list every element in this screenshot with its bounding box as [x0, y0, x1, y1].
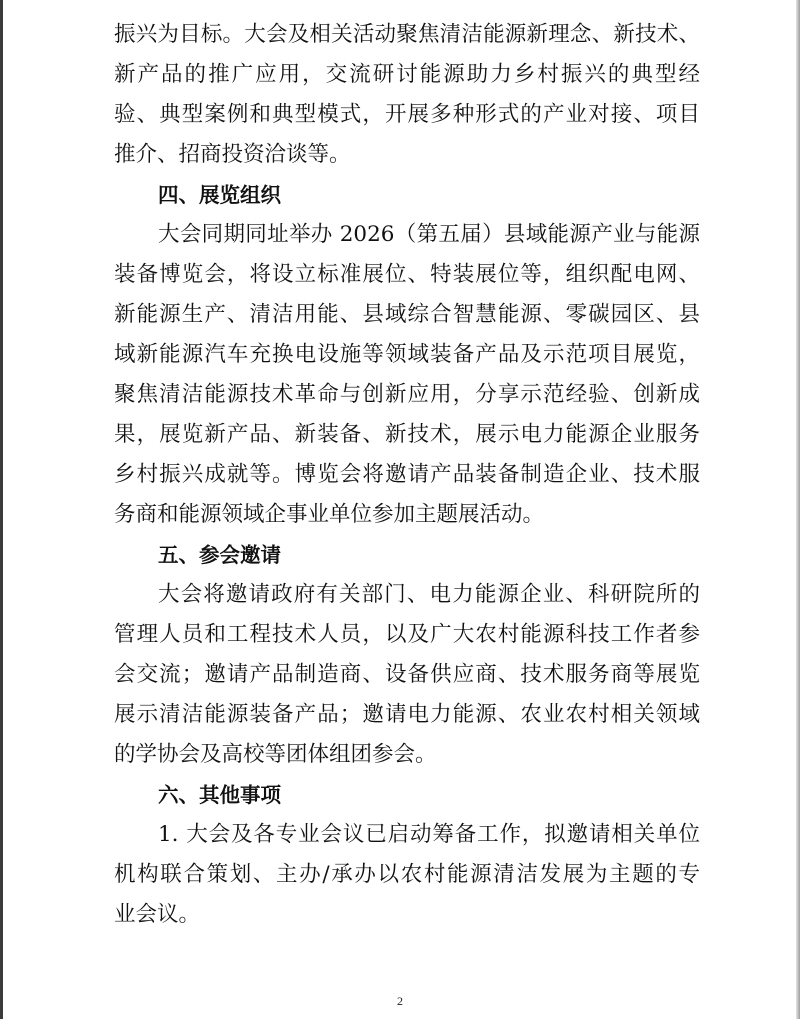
body-text-line: 新能源生产、清洁用能、县域综合智慧能源、零碳园区、县: [114, 302, 700, 327]
body-text-line: 会交流；邀请产品制造商、设备供应商、技术服务商等展览: [114, 662, 700, 687]
body-text-line: 果，展览新产品、新装备、新技术，展示电力能源企业服务: [114, 422, 700, 447]
body-text-line: 新产品的推广应用，交流研讨能源助力乡村振兴的典型经: [114, 62, 700, 87]
viewer-right-scrollbar-edge[interactable]: [796, 0, 800, 1019]
paragraph-last-line: 的学协会及高校等团体组团参会。: [114, 742, 437, 767]
viewer-left-border: [0, 0, 3, 1019]
body-text-line: 展示清洁能源装备产品；邀请电力能源、农业农村相关领域: [114, 702, 700, 727]
body-text-line: 振兴为目标。大会及相关活动聚焦清洁能源新理念、新技术、: [114, 22, 700, 47]
body-text-line: 域新能源汽车充换电设施等领域装备产品及示范项目展览，: [114, 342, 700, 367]
section-heading: 六、其他事项: [158, 783, 281, 807]
paragraph-first-line: 大会将邀请政府有关部门、电力能源企业、科研院所的: [158, 582, 700, 607]
paragraph-last-line: 业会议。: [114, 902, 201, 927]
paragraph-first-line: 1. 大会及各专业会议已启动筹备工作，拟邀请相关单位: [158, 822, 700, 847]
body-text-line: 机构联合策划、主办/承办以农村能源清洁发展为主题的专: [114, 862, 700, 887]
body-text-line: 乡村振兴成就等。博览会将邀请产品装备制造企业、技术服: [114, 462, 700, 487]
body-text-line: 聚焦清洁能源技术革命与创新应用，分享示范经验、创新成: [114, 382, 700, 407]
page-number: 2: [397, 994, 403, 1008]
paragraph-last-line: 务商和能源领域企事业单位参加主题展活动。: [114, 502, 545, 527]
paragraph-last-line: 推介、招商投资洽谈等。: [114, 142, 351, 167]
section-heading: 五、参会邀请: [158, 543, 281, 567]
body-text-line: 管理人员和工程技术人员，以及广大农村能源科技工作者参: [114, 622, 700, 647]
paragraph-first-line: 大会同期同址举办 2026（第五届）县域能源产业与能源: [158, 222, 700, 247]
document-page-body: [114, 15, 700, 935]
section-heading: 四、展览组织: [158, 183, 281, 207]
body-text-line: 验、典型案例和典型模式，开展多种形式的产业对接、项目: [114, 102, 700, 127]
body-text-line: 装备博览会，将设立标准展位、特装展位等，组织配电网、: [114, 262, 700, 287]
